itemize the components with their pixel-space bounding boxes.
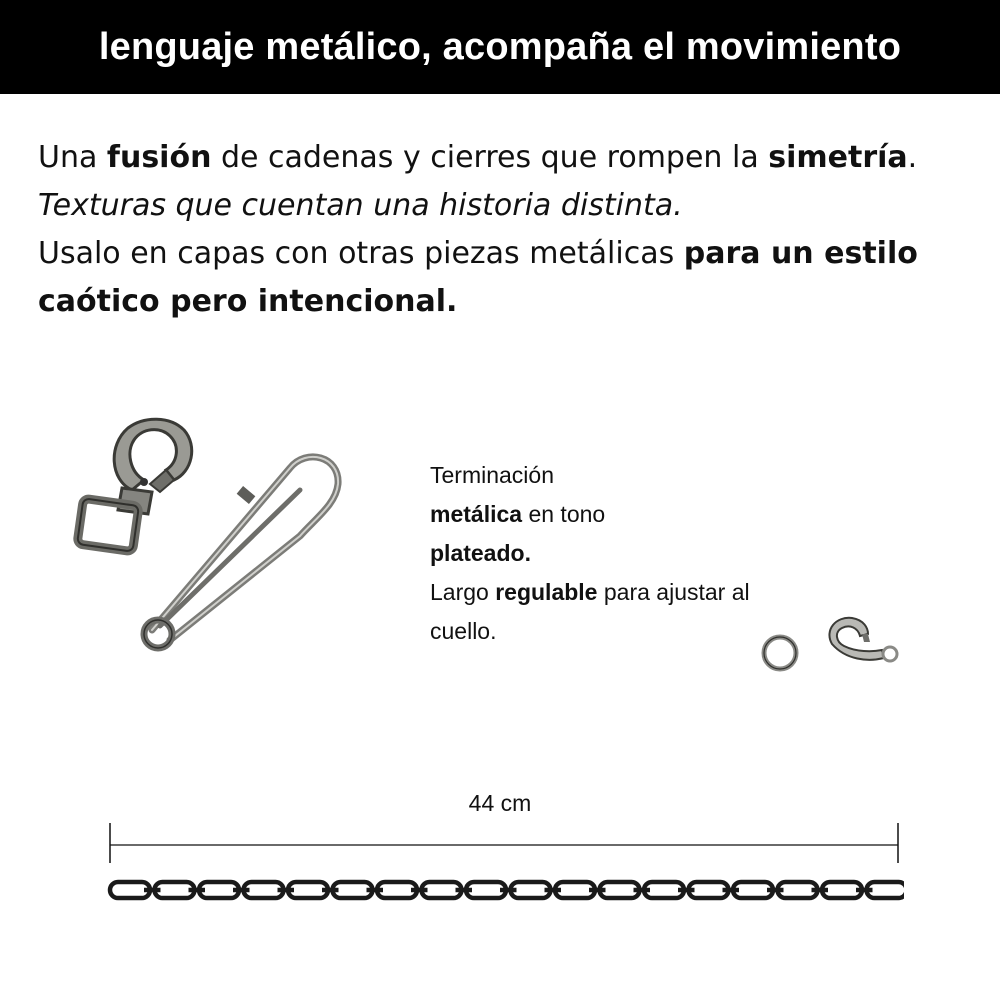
intro-italic: Texturas que cuentan una historia distinta. [38,188,683,223]
intro-text-span: . [907,140,918,175]
intro-line-1 [38,134,978,182]
product-details [430,456,750,651]
details-text-span: Terminación [430,462,554,488]
length-measure-line [100,815,910,870]
intro-text-span: Usalo en capas con otras piezas metálicas [38,236,684,271]
intro-text-span: Una [38,140,107,175]
details-finish [430,456,750,573]
intro-line-3 [38,230,978,326]
details-text-span: en tono [522,501,606,527]
intro-text [38,134,978,326]
details-bold-regulable: regulable [495,579,598,605]
details-text-span: para ajustar al cuello. [430,579,750,644]
header-bar [0,0,1000,94]
details-length [430,573,750,651]
safety-pin-icon [130,440,350,660]
chain-icon [104,876,904,906]
intro-text-span: de cadenas y cierres que rompen la [211,140,769,175]
intro-line-2 [38,182,978,230]
header-title: lenguaje metálico, acompaña el movimiento [98,25,902,68]
intro-bold-simetria: simetría [768,140,908,175]
intro-bold-fusion: fusión [106,140,212,175]
details-text-span: Largo [430,579,496,605]
intro-bold-estilo: para un estilo caótico pero intencional. [38,236,918,319]
lobster-clasp-icon [818,612,904,672]
details-bold-plateado: plateado. [430,540,531,566]
length-label: 44 cm [468,790,532,816]
details-bold-metalica: metálica [430,501,523,527]
jump-ring-icon [756,630,804,676]
